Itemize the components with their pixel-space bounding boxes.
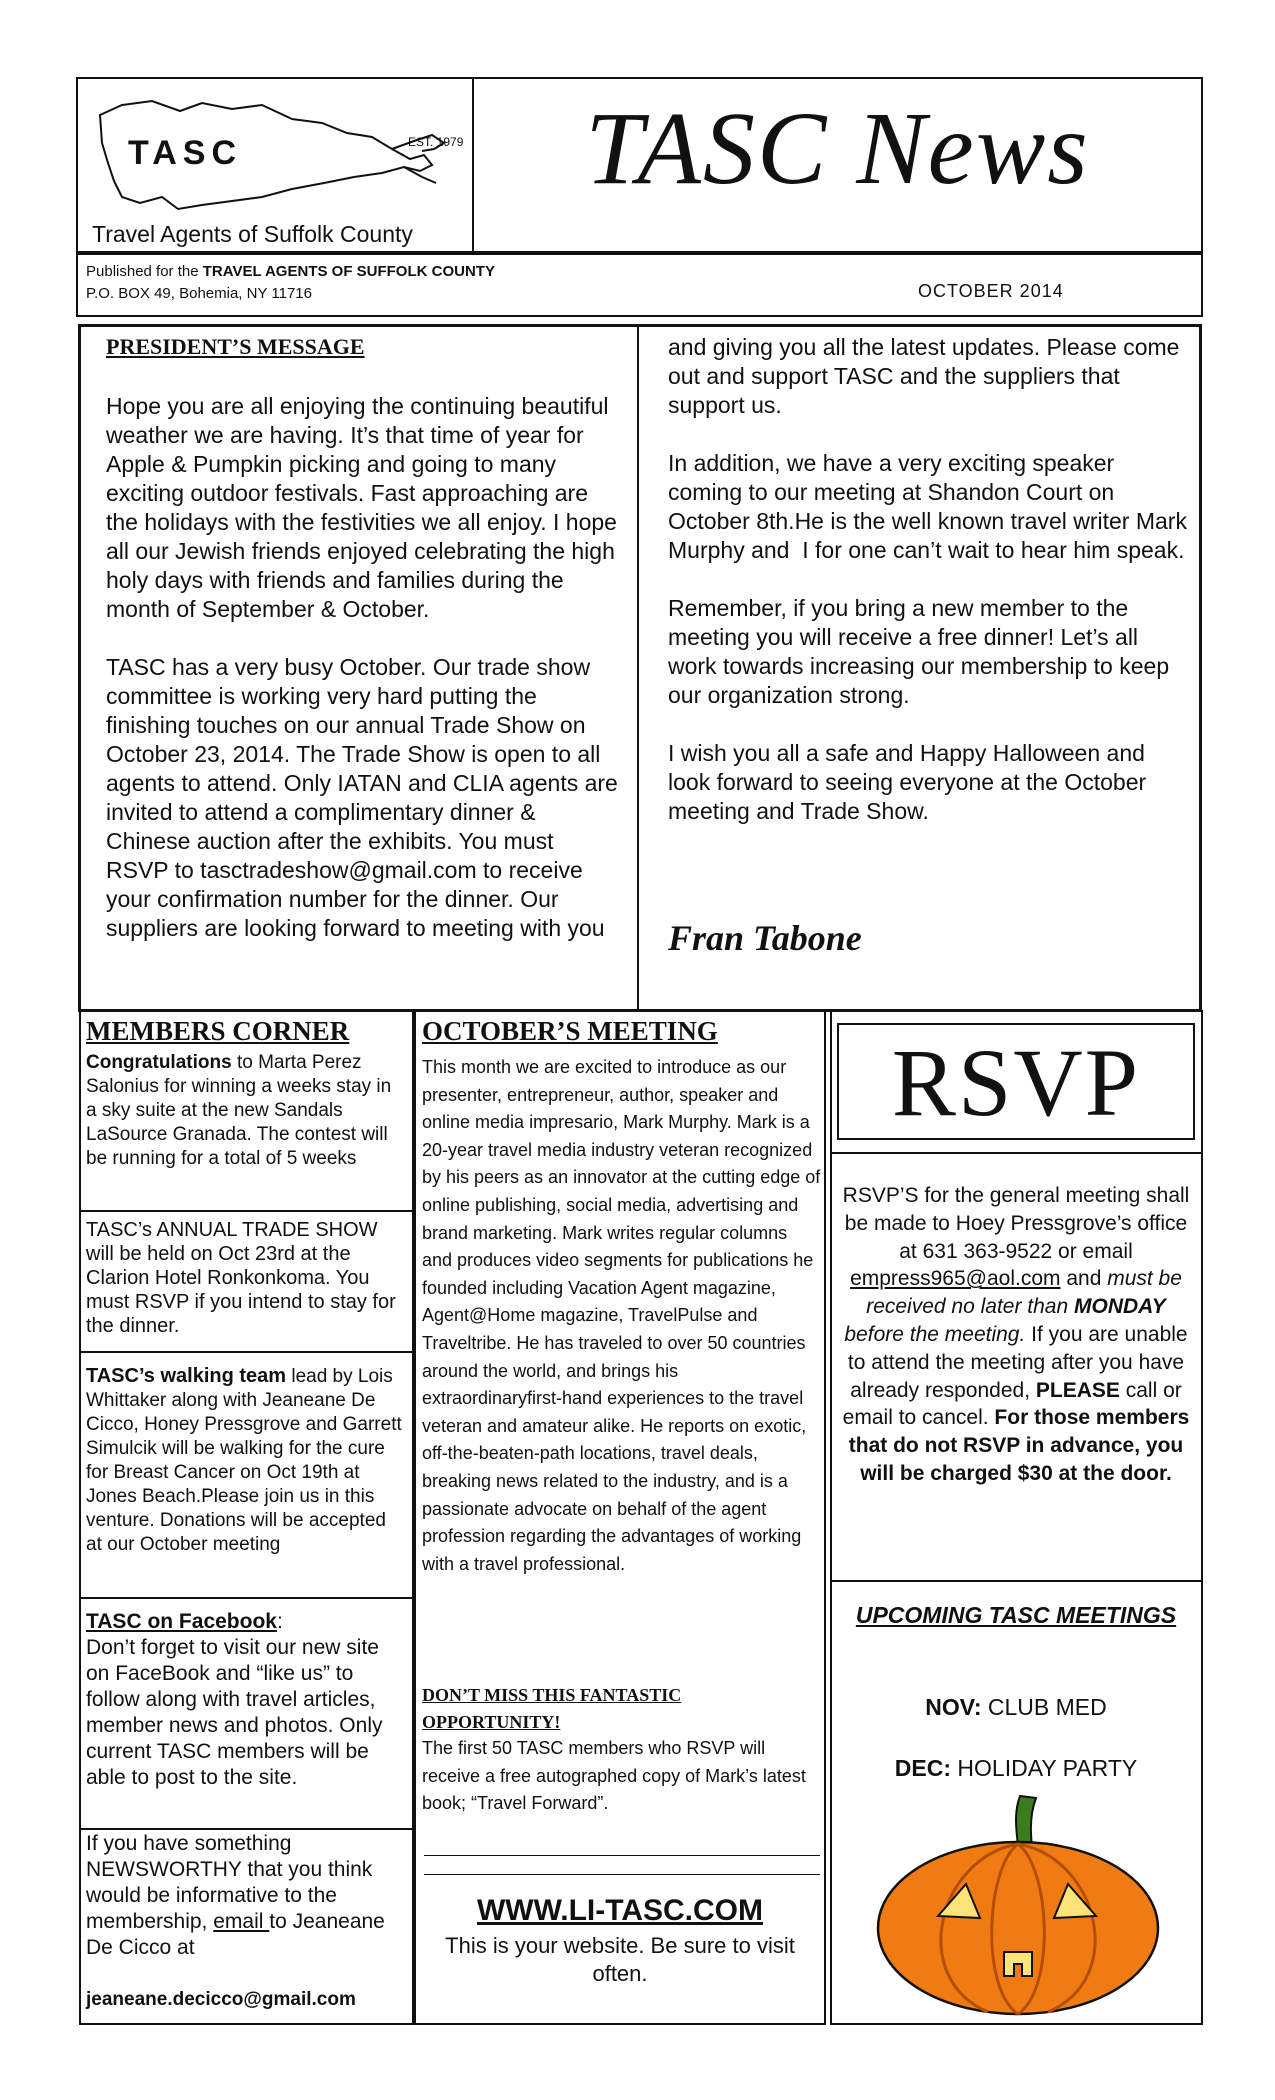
issue-date: OCTOBER 2014 [918,281,1064,301]
congrats-item [86,1051,406,1171]
logo-subtitle: Travel Agents of Suffolk County [92,221,413,247]
opportunity-heading: DON’T MISS THIS FANTASTIC OPPORTUNITY! [422,1685,682,1732]
divider [80,1210,413,1212]
facebook-item [86,1609,406,1791]
meeting-month: NOV: [925,1694,982,1720]
publisher-bar [76,253,1203,317]
facebook-text: Don’t forget to visit our new site on FaceBook and “like us” to follow along with travel articles, member news and photos. Only current TASC members will be able to post to the site. [86,1636,383,1789]
rsvp-text-1: RSVP’S for the general meeting shall be made to Hoey Pressgrove’s office at 631 363-9522 or email [842,1184,1190,1263]
logo-name: TASC [128,134,243,172]
rsvp-please: PLEASE [1035,1378,1120,1402]
october-meeting-body: This month we are excited to introduce as our presenter, entrepreneur, author, speaker and online media impresario, Mark Murphy. Mark is a 20-year travel media industry veteran recognized by his peers as an innovator at the cutting edge of online publishing, social media, advertising and brand marketing. Mark writes regular columns and produces video segments for publications he founded including Vacation Agent magazine, Agent@Home magazine, TravelPulse and Traveltribe. He has traveled to over 50 countries around the world, and brings his extraordinaryfirst-hand experiences to the travel veteran and amateur alike. He reports on exotic, off-the-beaten-path locations, travel deals, breaking news related to the industry, and is a passionate advocate on behalf of the agent profession regarding the advantages of working with a travel professional. [422,1057,821,1574]
jack-o-lantern-icon [868,1788,1168,2018]
president-signature: Fran Tabone [668,918,862,958]
walking-team-item [86,1364,406,1557]
newsletter-title: TASC News [585,91,1090,206]
rsvp-email-link[interactable]: empress965@aol.com [850,1267,1061,1291]
divider [80,1597,413,1599]
pumpkin-body [878,1842,1158,2014]
walking-team-bold: TASC’s walking team [86,1365,287,1387]
rsvp-text-3: If you are unable to attend the meeting after you have already responded, [847,1322,1188,1402]
president-text-right: and giving you all the latest updates. Please come out and support TASC and the suppliers that support us. In addition, we have a very exciting speaker coming to our meeting at Shandon Court on October 8th.He is the well known travel writer Mark Murphy and I for one can’t wait to hear him speak. Remember, if you bring a new member to the meeting you will receive a free dinner! Let’s all work towards increasing our membership to keep our organization strong. I wish you all a safe and Happy Halloween and look forward to seeing everyone at the October meeting and Trade Show. [668,334,1187,824]
pumpkin-stem [1016,1796,1036,1846]
logo-panel [76,77,474,253]
facebook-colon: : [276,1610,283,1633]
divider [80,1351,413,1353]
rsvp-text-2: and [1060,1267,1108,1291]
upcoming-meetings-heading: UPCOMING TASC MEETINGS [855,1602,1177,1628]
title-panel [472,77,1203,253]
website-note: This is your website. Be sure to visit often. [445,1933,795,1986]
news-email-link[interactable]: email [213,1910,270,1933]
divider [832,1580,1201,1582]
congrats-text: to Marta Perez Salonius for winning a weeks stay in a sky suite at the new Sandals LaSource Granada. The contest will be running for a total of 5 weeks [86,1052,392,1169]
rsvp-instructions [838,1182,1194,1488]
opportunity-body: The first 50 TASC members who RSVP will receive a free autographed copy of Mark’s latest book; “Travel Forward”. [422,1738,806,1813]
divider [832,1152,1201,1154]
news-text-1: If you have something NEWSWORTHY that you think would be informative to the membership, [86,1832,373,1933]
meeting-month: DEC: [894,1755,952,1781]
published-prefix: Published for the [86,263,203,280]
meeting-nov [838,1694,1194,1721]
divider [424,1874,820,1875]
president-text-left: Hope you are all enjoying the continuing beautiful weather we are having. It’s that time of year for Apple & Pumpkin picking and going to many exciting outdoor festivals. Fast approaching are the holidays with the festivities we all enjoy. I hope all our Jewish friends enjoyed celebrating the high holy days with friends and families during the month of September & October. TASC has a very busy October. Our trade show committee is working very hard putting the finishing touches on our annual Trade Show on October 23, 2014. The Trade Show is open to all agents to attend. Only IATAN and CLIA agents are invited to attend a complimentary dinner & Chinese auction after the exhibits. You must RSVP to tasctradeshow@gmail.com to receive your confirmation number for the dinner. Our suppliers are looking forward to meeting with you [106,393,618,941]
october-meeting-heading: OCTOBER’S MEETING [422,1016,718,1046]
meeting-event: HOLIDAY PARTY [951,1755,1138,1781]
meeting-event: CLUB MED [981,1694,1107,1720]
divider [424,1855,820,1856]
facebook-heading[interactable]: TASC on Facebook [86,1610,277,1633]
logo-est: EST. 1979 [408,135,464,149]
members-corner-heading: MEMBERS CORNER [86,1016,350,1046]
congrats-bold: Congratulations [86,1052,232,1073]
published-org: TRAVEL AGENTS OF SUFFOLK COUNTY [202,263,495,280]
meeting-dec [838,1755,1194,1782]
rsvp-logo: RSVP [891,1029,1141,1136]
rsvp-must-text: must be received no later than [866,1267,1182,1319]
walking-team-text: lead by Lois Whittaker along with Jeaneane De Cicco, Honey Pressgrove and Garrett Simulcik will be walking for the cure for Breast Cancer on Oct 19th at Jones Beach.Please join us in this venture. Donations will be accepted at our October meeting [86,1366,402,1555]
rsvp-penalty: For those members that do not RSVP in advance, you will be charged $30 at the door. [848,1406,1190,1485]
website-link[interactable]: WWW.LI-TASC.COM [476,1894,764,1927]
rsvp-banner [837,1023,1195,1140]
rsvp-text-4: call or email to cancel. [842,1378,1182,1430]
column-divider [637,324,639,1012]
rsvp-before-text: before the meeting. [844,1322,1026,1346]
published-line [86,263,495,280]
address-line: P.O. BOX 49, Bohemia, NY 11716 [86,285,312,302]
news-text-2: to Jeaneane De Cicco at [86,1910,385,1959]
trade-show-item: TASC’s ANNUAL TRADE SHOW will be held on Oct 23rd at the Clarion Hotel Ronkonkoma. You must RSVP if you intend to stay for the dinner. [86,1219,396,1337]
divider [80,1828,413,1830]
rsvp-monday: MONDAY [1074,1295,1166,1319]
news-item [86,1831,406,1961]
contact-email[interactable]: jeaneane.decicco@gmail.com [86,1989,356,2010]
president-heading: PRESIDENT’S MESSAGE [106,334,365,359]
